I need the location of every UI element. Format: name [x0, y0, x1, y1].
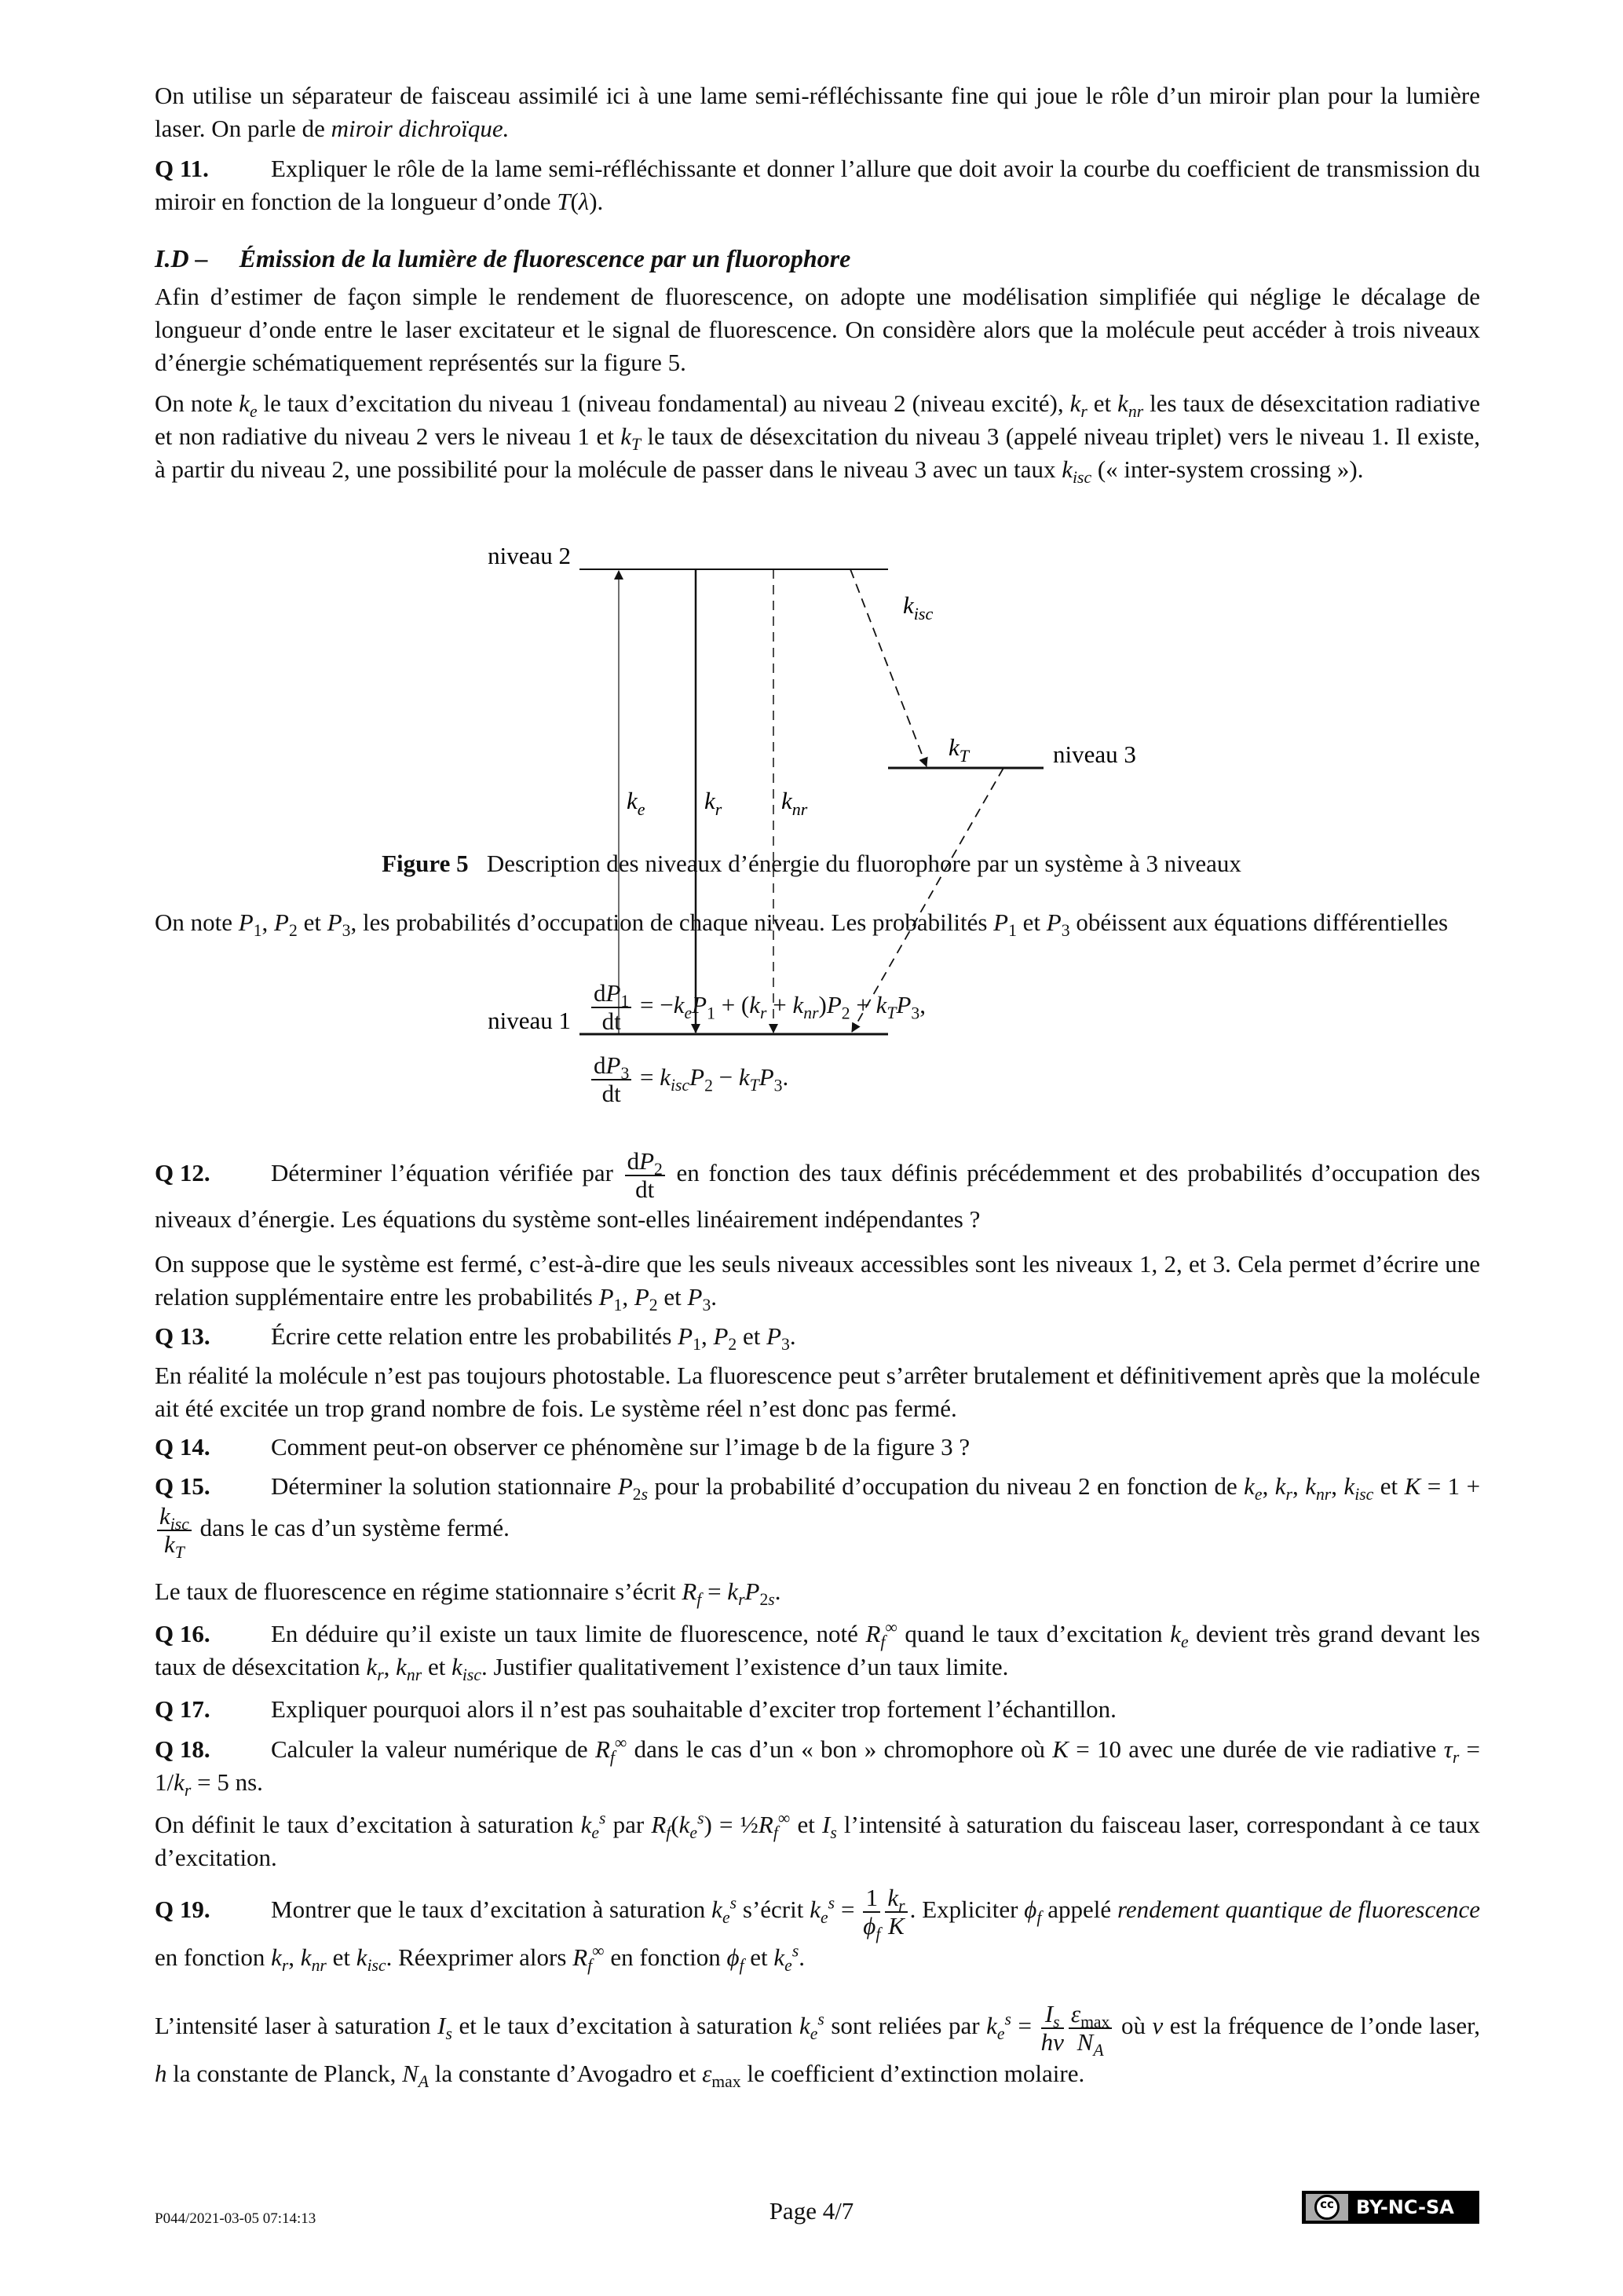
section-heading: I.D – Émission de la lumière de fluorescence par un fluorophore	[155, 244, 851, 272]
kr-label: $k_r$	[704, 787, 722, 819]
paragraph-saturation: On définit le taux d’excitation à saturation $k_e^s$ par $R_f(k_e^s)$ = $\frac{1}{2}R_f^\infty$ et $I_s$ l’intensité à saturation du faisceau laser, correspondant à ce taux d’excitation.	[155, 1808, 1481, 1871]
level-1-label: niveau 1	[488, 1007, 571, 1034]
figure-caption-text: Description des niveaux d’énergie du fluorophore par un système à 3 niveaux	[486, 850, 1241, 877]
paragraph-model: Afin d’estimer de façon simple le rendement de fluorescence, on adopte une modélisation simplifiée qui néglige le décalage de longueur d’onde entre le laser excitateur et le signal de fluorescence. On considère alors que la molécule peut accéder à trois niveaux d’énergie schématiquement représentés sur la figure 5.	[155, 283, 1480, 376]
knr-label: $k_{nr}$	[781, 787, 808, 819]
question-19: Q 19. Montrer que le taux d’excitation à saturation $k_e^s$ s’écrit $k_e^s$ = $\frac{1}{\phi_f}$ $\frac{k_r}{K}$ . Expliciter $\phi_f$ appelé rendement quantique de fluorescence en fonction $k_r$, $k_{nr}$ et $k_{isc}$. Réexprimer alors $R_f^\infty$ en fonction $\phi_f$ et $k_e^s$.	[155, 1884, 1481, 1976]
footer-document-code: P044/2021-03-05 07:14:13	[155, 2210, 316, 2227]
ke-label: $k_e$	[627, 787, 645, 819]
paragraph-laser-intensity: L’intensité laser à saturation $I_s$ et le taux d’excitation à saturation $k_e^s$ sont reliées par $k_e^s$ = $\frac{I_s}{h\nu}$ $\varepsilon_{max}$ $N_A$ où ν est la fréquence de l’onde laser, h la constante de Planck, $N_A$ la constante d’Avogadro et $\varepsilon_{max}$ le coefficient d’extinction molaire.	[155, 2000, 1481, 2092]
level-2-label: niveau 2	[488, 542, 571, 569]
question-11: Q 11. Expliquer le rôle de la lame semi-réfléchissante et donner l’allure que doit avoir la courbe du coefficient de transmission du miroir en fonction de la longueur d’onde T(λ).	[155, 155, 1480, 215]
kT-real: $k_T$	[949, 733, 970, 766]
paragraph-fluorescence-rate: Le taux de fluorescence en régime stationnaire s’écrit $R_f = k_rP_{2s}$.	[155, 1578, 781, 1610]
question-13: Q 13. Écrire cette relation entre les probabilités $P_1$, $P_2$ et $P_3$.	[155, 1322, 796, 1355]
question-17: Q 17. Expliquer pourquoi alors il n’est pas souhaitable d’exciter trop fortement l’échantillon.	[155, 1695, 1117, 1723]
question-18: Q 18. Calculer la valeur numérique de $R_f^\infty$ dans le cas d’un « bon » chromophore où K = 10 avec une durée de vie radiative $\tau_r = 1/k_r = 5$ ns.	[155, 1733, 1481, 1801]
figure-caption-label: Figure 5	[382, 850, 469, 877]
equation-dp3: $\frac{dP_3}{dt}$ = $k_{isc}P_2 - k_TP_3$.	[589, 1052, 788, 1107]
cc-icon: cc	[1314, 2195, 1340, 2220]
paragraph-rates: On note $k_e$ le taux d’excitation du niveau 1 (niveau fondamental) au niveau 2 (niveau excité), $k_r$ et $k_{nr}$ les taux de désexcitation radiative et non radiative du niveau 2 vers le niveau 1 et $k_T$ le taux de désexcitation du niveau 3 (appelé niveau triplet) vers le niveau 1. Il existe, à partir du niveau 2, une possibilité pour la molécule de passer dans le niveau 3 avec un taux $k_{isc}$ (« inter-system crossing »).	[155, 389, 1481, 488]
license-badge	[1302, 2191, 1479, 2224]
paragraph-dichroic-mirror: On utilise un séparateur de faisceau assimilé ici à une lame semi-réfléchissante fine qui joue le rôle d’un miroir plan pour la lumière laser. On parle de miroir dichroïque.	[155, 82, 1480, 142]
equation-dp1: $\frac{dP_1}{dt}$ = $-k_eP_1 + (k_r + k_{nr})P_2 + k_TP_3$,	[589, 980, 926, 1035]
figure-caption	[0, 847, 1623, 880]
question-16: Q 16. En déduire qu’il existe un taux limite de fluorescence, noté $R_f^\infty$ quand le taux d’excitation $k_e$ devient très grand devant les taux de désexcitation $k_r$, $k_{nr}$ et $k_{isc}$. Justifier qualitativement l’existence d’un taux limite.	[155, 1618, 1480, 1685]
level-3-label: niveau 3	[1053, 740, 1136, 768]
question-15: Q 15. Déterminer la solution stationnaire $P_{2s}$ pour la probabilité d’occupation du niveau 2 en fonction de $k_e$, $k_r$, $k_{nr}$, $k_{isc}$ et K = 1 + $k_{isc}$ $k_T$ dans le cas d’un système fermé.	[155, 1472, 1481, 1563]
kisc-arrow	[850, 569, 927, 766]
footer-page-number: Page 4/7	[769, 2197, 854, 2225]
question-14: Q 14. Comment peut-on observer ce phénomène sur l’image b de la figure 3 ?	[155, 1433, 971, 1461]
question-12: Q 12. Déterminer l’équation vérifiée par $\frac{dP_2}{dt}$ en fonction des taux définis précédemment et des probabilités d’occupation des niveaux d’énergie. Les équations du système sont-elles linéairement indépendantes ?	[155, 1147, 1481, 1233]
paragraph-photostability: En réalité la molécule n’est pas toujours photostable. La fluorescence peut s’arrêter brutalement et définitivement après que la molécule ait été excitée un trop grand nombre de fois. Le système réel n’est donc pas fermé.	[155, 1362, 1480, 1422]
paragraph-closed-system: On suppose que le système est fermé, c’est-à-dire que les seuls niveaux accessibles sont les niveaux 1, 2, et 3. Cela permet d’écrire une relation supplémentaire entre les probabilités $P_1$, $P_2$ et $P_3$.	[155, 1250, 1480, 1315]
license-text: BY-NC-SA	[1356, 2196, 1454, 2218]
kisc-label: $k_{isc}$	[903, 591, 934, 623]
paragraph-probabilities: On note $P_1$, $P_2$ et $P_3$, les probabilités d’occupation de chaque niveau. Les probabilités $P_1$ et $P_3$ obéissent aux équations différentielles	[155, 909, 1449, 941]
